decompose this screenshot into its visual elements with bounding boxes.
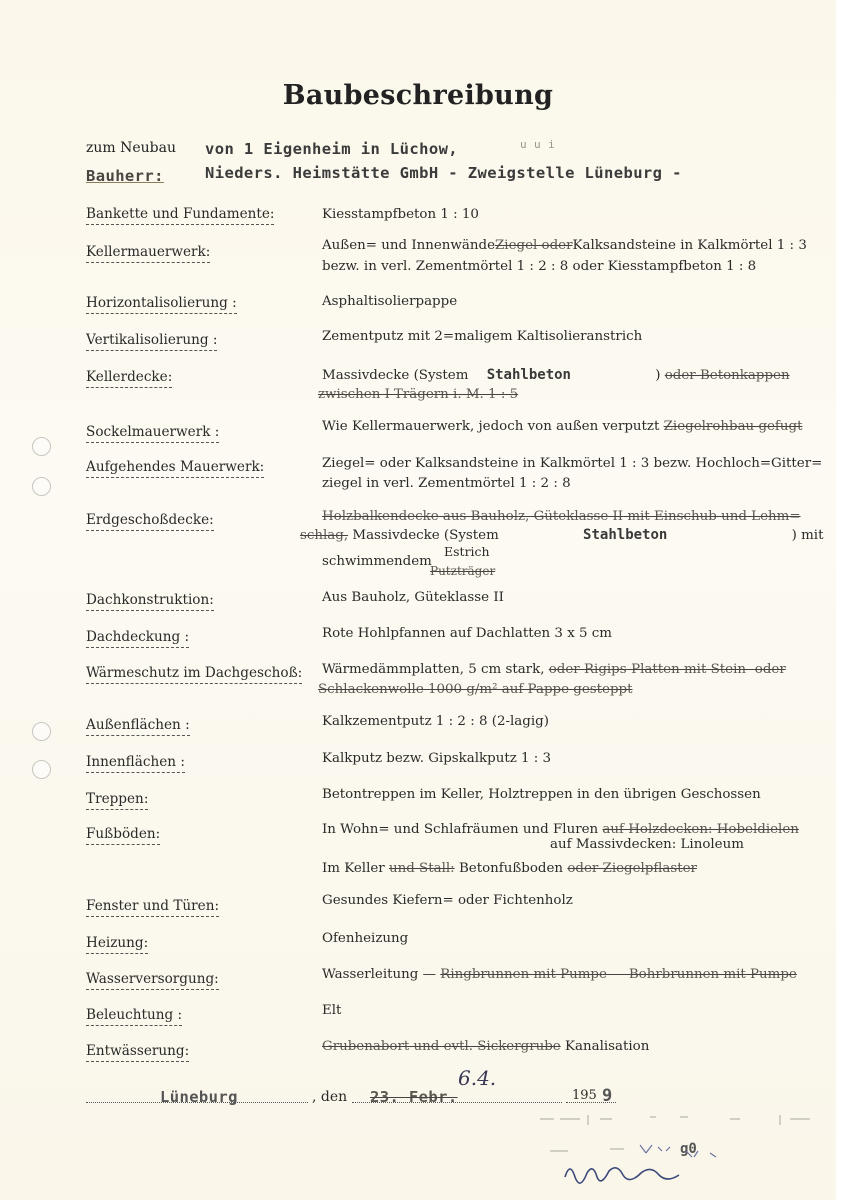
- label-fenster-tueren: Fenster und Türen:: [86, 898, 219, 917]
- label-entwaesserung: Entwässerung:: [86, 1043, 189, 1062]
- struck-text: auf Holzdecken: Hobeldielen: [602, 822, 799, 837]
- punch-hole-3: [32, 722, 51, 741]
- year-line: [566, 1102, 616, 1103]
- label-erdgeschossdecke: Erdgeschoßdecke:: [86, 512, 214, 531]
- footer-den: , den: [312, 1089, 348, 1105]
- footer-year-prefix: 195: [572, 1088, 597, 1103]
- punch-hole-4: [32, 760, 51, 779]
- text: Kanalisation: [565, 1039, 650, 1054]
- text: Massivdecke (System: [352, 528, 499, 543]
- struck-text: Schlackenwolle 1000 g/m² auf Pappe gesteppt: [318, 682, 633, 697]
- label-beleuchtung: Beleuchtung :: [86, 1007, 182, 1026]
- value-horizontalisolierung: Asphaltisolierpappe: [322, 294, 458, 309]
- bauherr-value: Nieders. Heimstätte GmbH - Zweigstelle Lüneburg -: [205, 164, 682, 182]
- value-fussboeden-line3: [322, 860, 697, 877]
- label-dachkonstruktion: Dachkonstruktion:: [86, 592, 214, 611]
- footer-year-digit: 9: [602, 1086, 613, 1106]
- text: ) mit: [791, 528, 824, 543]
- value-waermeschutz-line2: [318, 681, 632, 698]
- label-kellerdecke: Kellerdecke:: [86, 369, 172, 388]
- label-bankette: Bankette und Fundamente:: [86, 206, 274, 225]
- value-putztraeger: [430, 563, 495, 580]
- label-dachdeckung: Dachdeckung :: [86, 629, 189, 648]
- value-erdgeschossdecke-line3a: schwimmendem: [322, 554, 432, 569]
- text: In Wohn= und Schlafräumen und Fluren: [322, 822, 599, 837]
- text: Im Keller: [322, 861, 385, 876]
- value-beleuchtung: Elt: [322, 1003, 342, 1018]
- text: Wasserleitung —: [322, 967, 436, 982]
- label-waermeschutz: Wärmeschutz im Dachgeschoß:: [86, 665, 302, 684]
- value-kellerdecke-line1: [322, 367, 790, 384]
- footer-place: Lüneburg: [160, 1088, 238, 1106]
- text: Kalksandsteine in Kalkmörtel 1 : 3: [572, 238, 807, 253]
- label-innenflaechen: Innenflächen :: [86, 754, 185, 773]
- label-kellermauerwerk: Kellermauerwerk:: [86, 244, 210, 263]
- struck-text: Ziegelrohbau gefugt: [663, 419, 803, 434]
- neubau-value: von 1 Eigenheim in Lüchow,: [205, 140, 459, 158]
- typed-text: Stahlbeton: [486, 367, 571, 383]
- struck-text: oder Betonkappen: [664, 368, 790, 383]
- value-heizung: Ofenheizung: [322, 931, 409, 946]
- text: Außen= und Innenwände: [322, 238, 495, 253]
- value-erdgeschossdecke-line1: [322, 508, 801, 525]
- value-kellermauerwerk-line1: [322, 237, 807, 254]
- struck-text: Ringbrunnen mit Pumpe — Bohrbrunnen mit Pumpe: [440, 967, 797, 982]
- struck-text: 23. Febr.: [370, 1088, 458, 1106]
- value-vertikalisolierung: Zementputz mit 2=maligem Kaltisolieranstrich: [322, 329, 643, 344]
- value-aufgehendes-line2: ziegel in verl. Zementmörtel 1 : 2 : 8: [322, 476, 571, 491]
- punch-hole-1: [32, 437, 51, 456]
- label-horizontalisolierung: Horizontalisolierung :: [86, 295, 237, 314]
- value-wasserversorgung: [322, 966, 797, 983]
- value-entwaesserung: [322, 1038, 649, 1055]
- typed-text: Stahlbeton: [583, 527, 668, 543]
- struck-text: Ziegel oder: [495, 238, 573, 253]
- label-aufgehendes-mauerwerk: Aufgehendes Mauerwerk:: [86, 459, 264, 478]
- footer-date-handwritten: 6.4.: [458, 1066, 497, 1090]
- struck-text: Putzträger: [430, 564, 496, 578]
- value-bankette: Kiesstampfbeton 1 : 10: [322, 207, 479, 222]
- value-erdgeschossdecke-line2: [300, 527, 823, 544]
- label-treppen: Treppen:: [86, 791, 148, 810]
- struck-text: und Stall:: [388, 861, 455, 876]
- label-fussboeden: Fußböden:: [86, 826, 160, 845]
- value-fenster-tueren: Gesundes Kiefern= oder Fichtenholz: [322, 893, 573, 908]
- page-title: Baubeschreibung: [282, 80, 554, 111]
- label-sockelmauerwerk: Sockelmauerwerk :: [86, 424, 219, 443]
- label-heizung: Heizung:: [86, 935, 148, 954]
- value-dachdeckung: Rote Hohlpfannen auf Dachlatten 3 x 5 cm: [322, 626, 612, 641]
- struck-text: zwischen I-Trägern i. M. 1 : 5: [318, 387, 519, 402]
- bauherr-label: Bauherr:: [86, 167, 164, 185]
- stamp-signature: [530, 1105, 830, 1200]
- punch-hole-2: [32, 477, 51, 496]
- text: Massivdecke (System: [322, 368, 469, 383]
- svg-text:g0: g0: [680, 1141, 697, 1157]
- value-estrich: Estrich: [444, 544, 490, 559]
- struck-text: oder Rigips-Platten mit Stein- oder: [548, 662, 786, 677]
- label-wasserversorgung: Wasserversorgung:: [86, 971, 219, 990]
- value-waermeschutz-line1: [322, 661, 786, 678]
- value-aussenflaechen: Kalkzementputz 1 : 2 : 8 (2-lagig): [322, 714, 549, 729]
- neubau-label: zum Neubau: [86, 140, 176, 156]
- value-treppen: Betontreppen im Keller, Holztreppen in den übrigen Geschossen: [322, 787, 761, 802]
- value-sockelmauerwerk: [322, 418, 802, 435]
- page-edge: [836, 0, 848, 1200]
- struck-text: oder Ziegelpflaster: [567, 861, 697, 876]
- value-innenflaechen: Kalkputz bezw. Gipskalkputz 1 : 3: [322, 751, 552, 766]
- struck-text: Grubenabort und evtl. Sickergrube: [322, 1039, 561, 1054]
- value-dachkonstruktion: Aus Bauholz, Güteklasse II: [322, 590, 504, 605]
- value-fussboeden-line2: auf Massivdecken: Linoleum: [550, 837, 744, 852]
- text: Wärmedämmplatten, 5 cm stark,: [322, 662, 545, 677]
- neubau-marks: u u i: [520, 138, 556, 151]
- label-vertikalisolierung: Vertikalisolierung :: [86, 332, 217, 351]
- text: ): [655, 368, 661, 383]
- struck-text: Holzbalkendecke aus Bauholz, Güteklasse II mit Einschub und Lehm=: [322, 509, 801, 524]
- value-aufgehendes-line1: Ziegel= oder Kalksandsteine in Kalkmörtel 1 : 3 bezw. Hochloch=Gitter=: [322, 456, 823, 471]
- value-kellermauerwerk-line2: bezw. in verl. Zementmörtel 1 : 2 : 8 oder Kiesstampfbeton 1 : 8: [322, 259, 757, 274]
- label-aussenflaechen: Außenflächen :: [86, 717, 190, 736]
- struck-text: schlag,: [300, 528, 349, 543]
- text: Wie Kellermauerwerk, jedoch von außen verputzt: [322, 419, 660, 434]
- footer-date-struck: [370, 1088, 458, 1106]
- value-kellerdecke-line2: [318, 386, 518, 403]
- text: Betonfußboden: [458, 861, 564, 876]
